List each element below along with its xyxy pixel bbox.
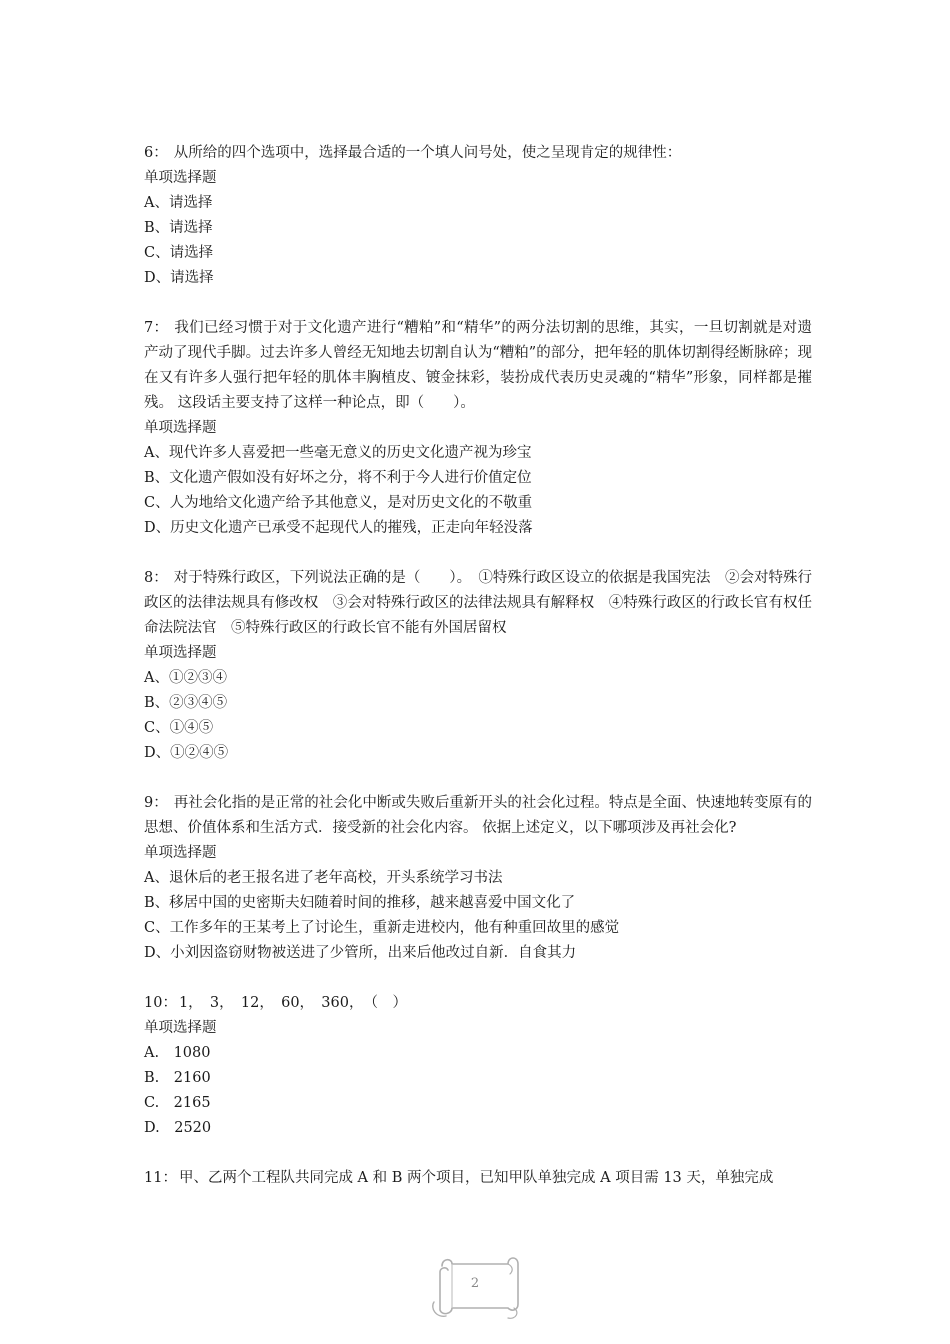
- question-text: [144, 566, 812, 641]
- option-b: B、请选择: [144, 220, 213, 236]
- question-text: [144, 991, 812, 1016]
- question-6: [144, 141, 812, 291]
- question-type: 单项选择题: [144, 645, 217, 661]
- question-body: 对于特殊行政区，下列说法正确的是（ ）。 ①特殊行政区设立的依据是我国宪法 ②会对特殊行政区的法律法规具有修改权 ③会对特殊行政区的法律法规具有解释权 ④特殊行政区的行政长官有权任命法院法官 ⑤特殊行政区的行政长官不能有外国居留权: [144, 570, 812, 636]
- question-type: 单项选择题: [144, 420, 217, 436]
- question-body: 再社会化指的是正常的社会化中断或失败后重新开头的社会化过程。特点是全面、快速地转变原有的思想、价值体系和生活方式．接受新的社会化内容。 依据上述定义，以下哪项涉及再社会化?: [144, 795, 812, 836]
- option-d: D、历史文化遗产已承受不起现代人的摧残，正走向年轻没落: [144, 520, 533, 536]
- question-type: 单项选择题: [144, 170, 217, 186]
- option-b: B、②③④⑤: [144, 695, 228, 711]
- option-b: B、移居中国的史密斯夫妇随着时间的推移，越来越喜爱中国文化了: [144, 895, 576, 911]
- option-c: C、请选择: [144, 245, 214, 261]
- option-d: D、请选择: [144, 270, 214, 286]
- option-d: D、小刘因盗窃财物被送进了少管所，出来后他改过自新．自食其力: [144, 945, 577, 961]
- option-a: A、①②③④: [144, 670, 227, 686]
- question-text: [144, 316, 812, 416]
- question-body: 1， 3， 12， 60， 360， （ ）: [178, 995, 407, 1011]
- question-number: 11：: [144, 1170, 177, 1186]
- question-body: 甲、乙两个工程队共同完成 A 和 B 两个项目，已知甲队单独完成 A 项目需 13 天，单独完成: [178, 1170, 774, 1186]
- question-7: [144, 316, 812, 541]
- option-b: B. 2160: [144, 1070, 211, 1086]
- option-a: A. 1080: [144, 1045, 211, 1061]
- option-d: D. 2520: [144, 1120, 212, 1136]
- option-c: C. 2165: [144, 1095, 211, 1111]
- page-number: 2: [470, 1276, 480, 1291]
- question-number: 9：: [144, 795, 168, 811]
- question-9: [144, 791, 812, 966]
- question-body: 从所给的四个选项中，选择最合适的一个填人问号处，使之呈现肯定的规律性：: [173, 145, 682, 161]
- option-b: B、文化遗产假如没有好坏之分，将不利于今人进行价值定位: [144, 470, 532, 486]
- question-text: [144, 791, 812, 841]
- option-d: D、①②④⑤: [144, 745, 229, 761]
- option-a: A、请选择: [144, 195, 213, 211]
- question-text: [144, 1166, 812, 1191]
- question-number: 7：: [144, 320, 169, 336]
- option-c: C、①④⑤: [144, 720, 214, 736]
- question-10: [144, 991, 812, 1141]
- question-type: 单项选择题: [144, 845, 217, 861]
- question-text: [144, 141, 812, 166]
- question-number: 6：: [144, 145, 168, 161]
- question-number: 8：: [144, 570, 168, 586]
- question-body: 我们已经习惯于对于文化遗产进行“糟粕”和“精华”的两分法切割的思维，其实，一旦切割就是对遗产动了现代手脚。过去许多人曾经无知地去切割自认为“糟粕”的部分，把年轻的肌体切割得经断脉碎；现在又有许多人强行把年轻的肌体丰胸植皮、镀金抹彩，装扮成代表历史灵魂的“精华”形象，同样都是摧残。 这段话主要支持了这样一种论点，即（ ）。: [144, 320, 812, 411]
- option-c: C、人为地给文化遗产给予其他意义，是对历史文化的不敬重: [144, 495, 533, 511]
- option-c: C、工作多年的王某考上了讨论生，重新走进校内，他有种重回故里的感觉: [144, 920, 620, 936]
- question-8: [144, 566, 812, 766]
- option-a: A、现代许多人喜爱把一些毫无意义的历史文化遗产视为珍宝: [144, 445, 532, 461]
- page-number-scroll: [428, 1252, 522, 1322]
- question-type: 单项选择题: [144, 1020, 217, 1036]
- question-number: 10：: [144, 995, 177, 1011]
- document-page: [144, 141, 812, 1216]
- question-11: [144, 1166, 812, 1191]
- option-a: A、退休后的老王报名进了老年高校，开头系统学习书法: [144, 870, 503, 886]
